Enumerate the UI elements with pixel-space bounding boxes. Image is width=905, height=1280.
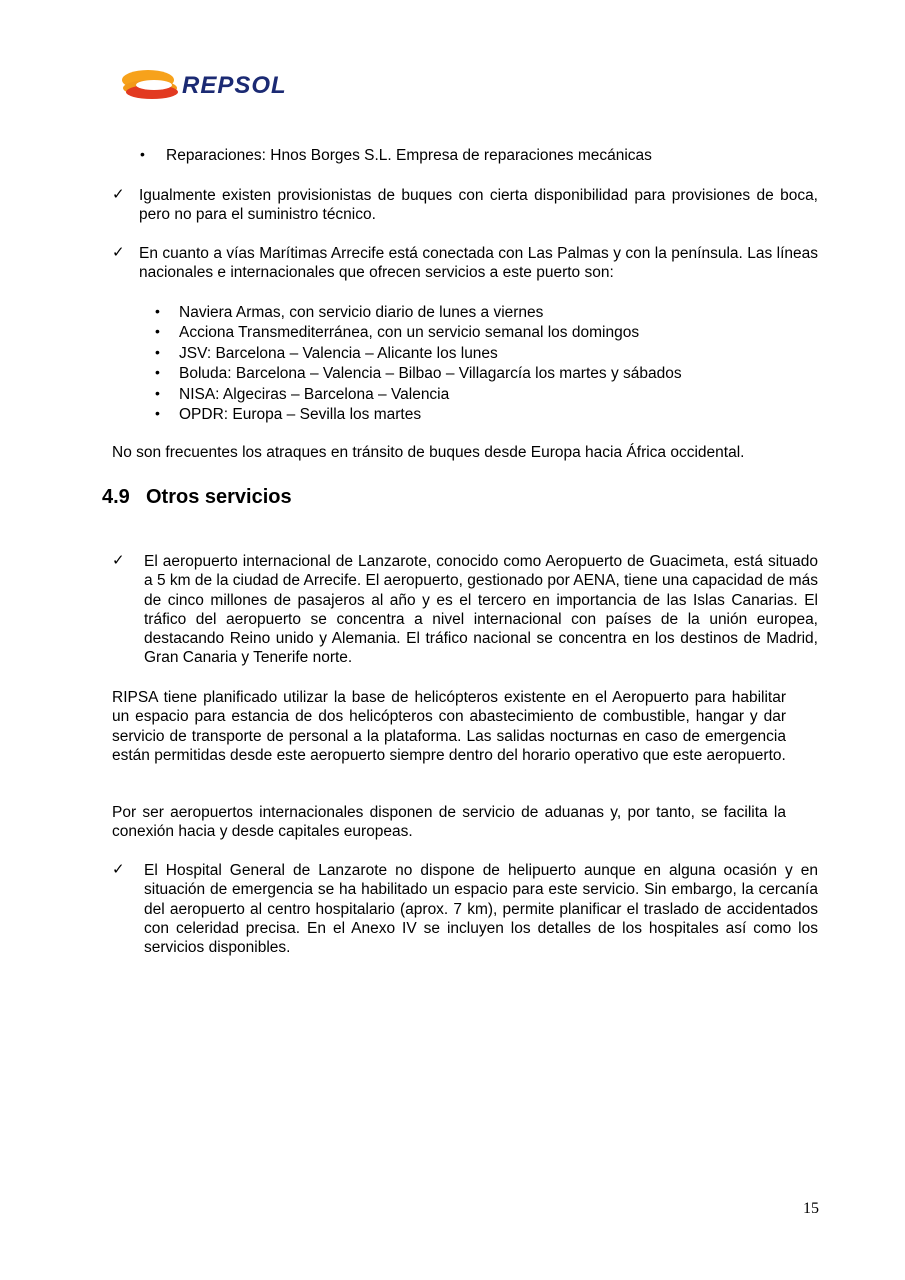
repsol-logo xyxy=(120,66,310,106)
checkmark-icon: ✓ xyxy=(112,861,125,878)
list-item: OPDR: Europa – Sevilla los martes xyxy=(179,406,422,423)
list-item: Acciona Transmediterránea, con un servicio semanal los domingos xyxy=(179,324,640,341)
bullet-icon: • xyxy=(155,344,160,360)
list-item: NISA: Algeciras – Barcelona – Valencia xyxy=(179,386,450,403)
bullet-icon: • xyxy=(155,323,160,339)
list-item: Boluda: Barcelona – Valencia – Bilbao – Villagarcía los martes y sábados xyxy=(179,365,682,382)
checkmark-icon: ✓ xyxy=(112,244,125,261)
list-item: Reparaciones: Hnos Borges S.L. Empresa de reparaciones mecánicas xyxy=(166,147,652,164)
bullet-icon: • xyxy=(155,303,160,319)
checkmark-icon: ✓ xyxy=(112,186,125,203)
bullet-icon: • xyxy=(140,146,145,162)
paragraph-aeropuerto: El aeropuerto internacional de Lanzarote, conocido como Aeropuerto de Guacimeta, está situado a 5 km de la ciudad de Arrecife. El aeropuerto, gestionado por AENA, tiene una capacidad de más de cinco millones de pasajeros al año y es el tercero en importancia de las Islas Canarias. El tráfico del aeropuerto se concentra a nivel internacional con países de la unión europea, destacando Reino unido y Alemania. El tráfico nacional se concentra en los destinos de Madrid, Gran Canaria y Tenerife norte. xyxy=(144,553,818,667)
repsol-flame-icon xyxy=(120,66,180,104)
list-item: Naviera Armas, con servicio diario de lunes a viernes xyxy=(179,304,544,321)
paragraph-transito: No son frecuentes los atraques en tránsito de buques desde Europa hacia África occidental. xyxy=(112,444,745,461)
bullet-icon: • xyxy=(155,405,160,421)
checkmark-icon: ✓ xyxy=(112,552,125,569)
list-item: JSV: Barcelona – Valencia – Alicante los lunes xyxy=(179,345,498,362)
page-number: 15 xyxy=(803,1200,819,1217)
logo-text: REPSOL xyxy=(182,72,287,99)
paragraph-hospital: El Hospital General de Lanzarote no dispone de helipuerto aunque en alguna ocasión y en situación de emergencia se ha habilitado un espacio para este servicio. Sin embargo, la cercanía del aeropuerto al centro hospitalario (aprox. 7 km), permite planificar el traslado de accidentados con celeridad precisa. En el Anexo IV se incluyen los detalles de los hospitales así como los servicios disponibles. xyxy=(144,862,818,957)
bullet-icon: • xyxy=(155,385,160,401)
section-title: Otros servicios xyxy=(146,486,292,508)
paragraph-vias-maritimas: En cuanto a vías Marítimas Arrecife está conectada con Las Palmas y con la península. Las líneas nacionales e internacionales que ofrecen servicios a este puerto son: xyxy=(139,245,818,282)
paragraph-ripsa: RIPSA tiene planificado utilizar la base de helicópteros existente en el Aeropuerto para habilitar un espacio para estancia de dos helicópteros con abastecimiento de combustible, hangar y dar servicio de transporte de personal a la plataforma. Las salidas nocturnas en caso de emergencia están permitidas desde este aeropuerto siempre dentro del horario operativo que este aeropuerto. xyxy=(112,689,786,764)
section-number: 4.9 xyxy=(102,486,130,508)
bullet-icon: • xyxy=(155,364,160,380)
paragraph-aduanas: Por ser aeropuertos internacionales disponen de servicio de aduanas y, por tanto, se facilita la conexión hacia y desde capitales europeas. xyxy=(112,804,786,841)
section-heading xyxy=(102,486,292,509)
paragraph-provisionistas: Igualmente existen provisionistas de buques con cierta disponibilidad para provisiones de boca, pero no para el suministro técnico. xyxy=(139,187,818,224)
